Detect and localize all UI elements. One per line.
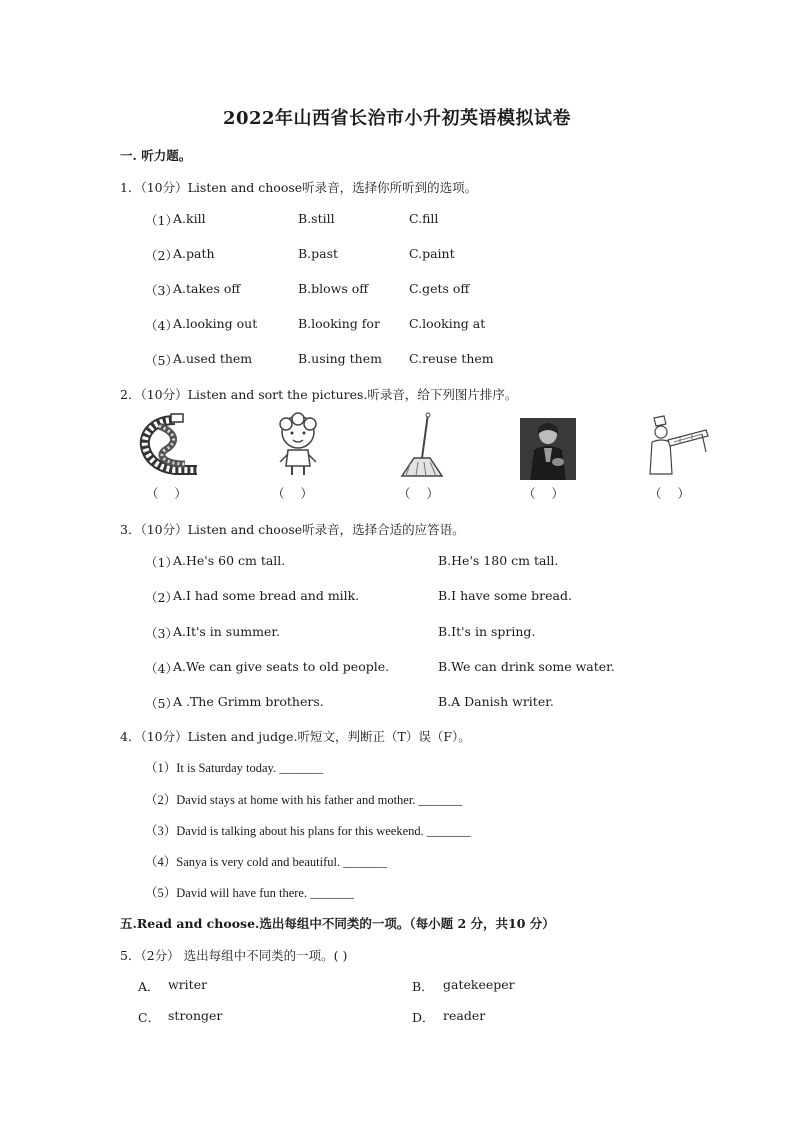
q1-item-5-option-b: B.using them bbox=[298, 351, 382, 366]
q3-item-5-option-b: B.A Danish writer. bbox=[438, 694, 554, 709]
exam-page: 2022年山西省长治市小升初英语模拟试卷 一. 听力题。 1．（10分）Listen and choose听录音，选择你所听到的选项。 （1） A.kill B.still C.fill （2） A.path B.past C.paint （3） A.takes off B.blows off C.gets off （4） A.looking out B.looking for C.looking at （5） A.used them B.using them C.reuse them 2．（10分）Listen and sort the pictures.听录音，给下列图片排序。 （ ） （ ） （ ） （ ） （ ） 3．（10分）Listen and choose听录音，选择合适的应答语。 （1） A.He's 60 cm tall. B.He's 180 cm tall. （2） A.I had some bread and milk. B.I have some bread. （3） A.It's in summer. B.It's in spring. （4） A.We can give seats to old people. B.We can drink some water. （5） A .The Grimm brothers. B.A Danish writer. 4．（10分）Listen and judge.听短文，判断正（T）误（F）。 （1）It is Saturday today. _______ （2）David stays at home with his father and mother. _______ （3）David is talking about his plans for this weekend. _______ （4）Sanya is very cold and beautiful. _______ （5）David will have fun there. _______ 五.Read and choose.选出每组中不同类的一项。（每小题 2 分，共10 分） 5．（2分） 选出每组中不同类的一项。( ) A． writer B． gatekeeper C． stronger D． reader bbox=[0, 0, 794, 1123]
q5-option-d: reader bbox=[443, 1008, 486, 1023]
q5-option-c-label: C． bbox=[138, 1010, 161, 1025]
picture-row bbox=[0, 412, 794, 502]
q5-option-d-label: D． bbox=[412, 1010, 435, 1025]
section-listening-heading: 一. 听力题。 bbox=[120, 148, 192, 163]
page-title: 2022年山西省长治市小升初英语模拟试卷 bbox=[222, 108, 572, 129]
q1-item-4-option-b: B.looking for bbox=[298, 316, 380, 331]
q1-item-2-option-b: B.past bbox=[298, 246, 339, 261]
question-5-stem: 5．（2分） 选出每组中不同类的一项。( ) bbox=[120, 948, 348, 963]
q3-item-3-option-a: A.It's in summer. bbox=[173, 624, 280, 639]
q5-option-c: stronger bbox=[168, 1008, 223, 1023]
section-read-choose-heading: 五.Read and choose.选出每组中不同类的一项。（每小题 2 分，共10 分） bbox=[120, 916, 555, 931]
q1-item-4-option-a: A.looking out bbox=[173, 316, 258, 331]
film-reel-icon bbox=[135, 412, 215, 478]
q4-statement-4: （4）Sanya is very cold and beautiful. _______ bbox=[145, 855, 387, 869]
q4-statement-2: （2）David stays at home with his father and mother. _______ bbox=[145, 793, 463, 807]
q1-item-5-option-c: C.reuse them bbox=[409, 351, 494, 366]
q5-option-a: writer bbox=[168, 977, 208, 992]
picture-4-blank: （ ） bbox=[523, 486, 564, 501]
picture-3-blank: （ ） bbox=[398, 486, 439, 501]
picture-1-blank: （ ） bbox=[146, 486, 187, 501]
q1-item-3-option-a: A.takes off bbox=[173, 281, 241, 296]
q5-option-a-label: A． bbox=[138, 979, 160, 994]
chef-icon bbox=[640, 412, 720, 478]
q1-item-1-option-c: C.fill bbox=[409, 211, 439, 226]
broom-icon bbox=[384, 412, 464, 478]
woman-photo bbox=[520, 418, 576, 480]
q1-item-2-option-c: C.paint bbox=[409, 246, 455, 261]
question-3-stem: 3．（10分）Listen and choose听录音，选择合适的应答语。 bbox=[120, 522, 465, 537]
q1-item-5-option-a: A.used them bbox=[173, 351, 253, 366]
q4-statement-5: （5）David will have fun there. _______ bbox=[145, 886, 354, 900]
q3-item-4-option-a: A.We can give seats to old people. bbox=[173, 659, 390, 674]
question-2-stem: 2．（10分）Listen and sort the pictures.听录音，给下列图片排序。 bbox=[120, 387, 518, 402]
picture-2-blank: （ ） bbox=[272, 486, 313, 501]
q1-item-1-option-a: A.kill bbox=[173, 211, 206, 226]
question-1-stem: 1．（10分）Listen and choose听录音，选择你所听到的选项。 bbox=[120, 180, 478, 195]
q1-item-3-option-c: C.gets off bbox=[409, 281, 470, 296]
picture-5-blank: （ ） bbox=[649, 486, 690, 501]
q1-item-2-option-a: A.path bbox=[173, 246, 215, 261]
q4-statement-1: （1）It is Saturday today. _______ bbox=[145, 761, 323, 775]
q4-statement-3: （3）David is talking about his plans for this weekend. _______ bbox=[145, 824, 471, 838]
q3-item-2-option-a: A.I had some bread and milk. bbox=[173, 588, 360, 603]
q3-item-1-option-a: A.He's 60 cm tall. bbox=[173, 553, 286, 568]
q5-option-b: gatekeeper bbox=[443, 977, 515, 992]
q3-item-3-option-b: B.It's in spring. bbox=[438, 624, 536, 639]
question-4-stem: 4．（10分）Listen and judge.听短文，判断正（T）误（F）。 bbox=[120, 729, 471, 744]
q1-item-4-option-c: C.looking at bbox=[409, 316, 486, 331]
q3-item-5-option-a: A .The Grimm brothers. bbox=[173, 694, 324, 709]
q1-item-3-option-b: B.blows off bbox=[298, 281, 369, 296]
q3-item-2-option-b: B.I have some bread. bbox=[438, 588, 572, 603]
q3-item-4-option-b: B.We can drink some water. bbox=[438, 659, 615, 674]
q3-item-1-option-b: B.He's 180 cm tall. bbox=[438, 553, 559, 568]
q1-item-1-option-b: B.still bbox=[298, 211, 335, 226]
girl-icon bbox=[258, 412, 338, 478]
q5-option-b-label: B． bbox=[412, 979, 434, 994]
